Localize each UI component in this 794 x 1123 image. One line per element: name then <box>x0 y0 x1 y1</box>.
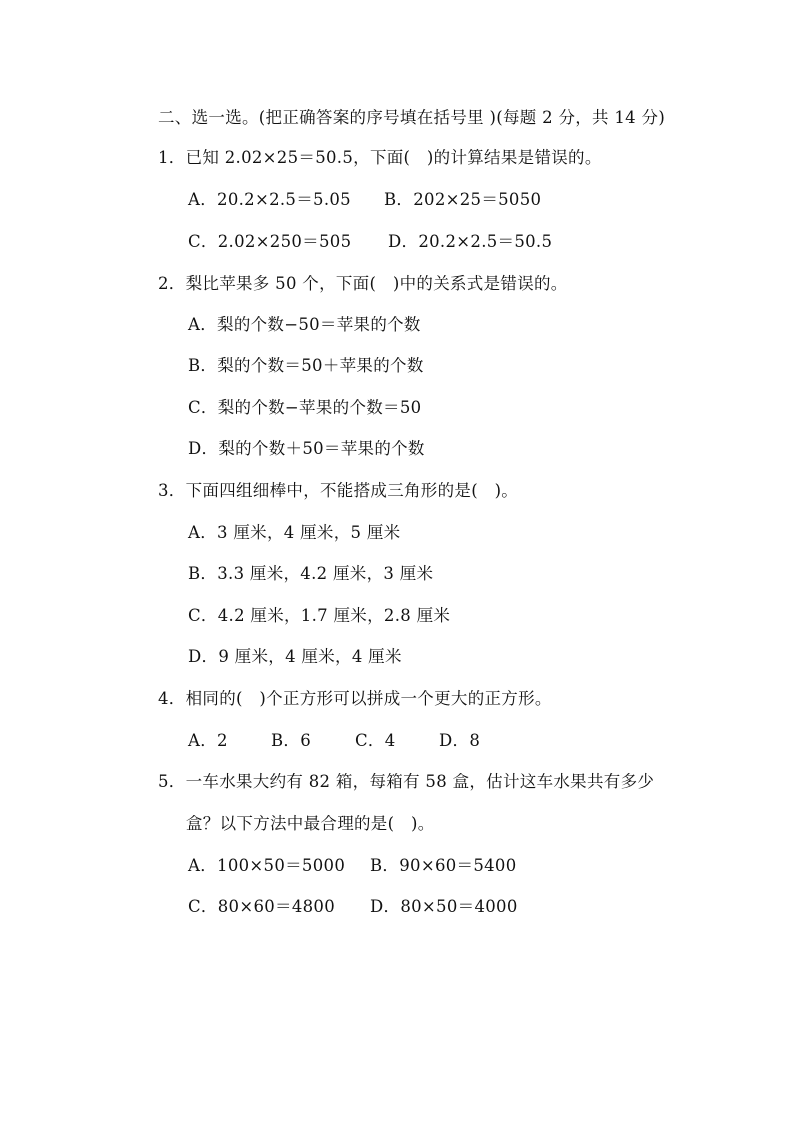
question-3-option-b: B．3.3 厘米，4.2 厘米，3 厘米 <box>188 564 434 583</box>
section-title: 二、选一选。(把正确答案的序号填在括号里 )(每题 2 分，共 14 分) <box>158 108 666 127</box>
question-4-option-c: C．4 <box>355 731 396 750</box>
question-2-option-a: A．梨的个数−50＝苹果的个数 <box>188 315 421 334</box>
question-5-option-b: B．90×60＝5400 <box>370 856 517 875</box>
question-1-option-a: A．20.2×2.5＝5.05 <box>188 190 351 209</box>
question-3-option-a: A．3 厘米，4 厘米，5 厘米 <box>188 523 401 542</box>
question-4-option-a: A．2 <box>188 731 228 750</box>
question-2-stem: 2．梨比苹果多 50 个，下面( )中的关系式是错误的。 <box>158 274 568 293</box>
question-3-option-c: C．4.2 厘米，1.7 厘米，2.8 厘米 <box>188 606 451 625</box>
question-1-stem: 1．已知 2.02×25＝50.5，下面( )的计算结果是错误的。 <box>158 148 602 167</box>
question-5-stem-line-2: 盒？以下方法中最合理的是( )。 <box>186 814 435 833</box>
question-1-option-c: C．2.02×250＝505 <box>188 232 352 251</box>
question-5-stem-line-1: 5．一车水果大约有 82 箱，每箱有 58 盒，估计这车水果共有多少 <box>158 772 655 791</box>
question-2-option-c: C．梨的个数−苹果的个数＝50 <box>188 398 422 417</box>
question-1-option-b: B．202×25＝5050 <box>384 190 542 209</box>
question-4-stem: 4．相同的( )个正方形可以拼成一个更大的正方形。 <box>158 689 552 708</box>
question-4-option-d: D．8 <box>439 731 481 750</box>
question-5-option-a: A．100×50＝5000 <box>188 856 346 875</box>
question-3-stem: 3．下面四组细棒中，不能搭成三角形的是( )。 <box>158 481 519 500</box>
question-2-option-d: D．梨的个数＋50＝苹果的个数 <box>188 439 425 458</box>
question-5-option-c: C．80×60＝4800 <box>188 897 336 916</box>
question-1-option-d: D．20.2×2.5＝50.5 <box>388 232 553 251</box>
question-2-option-b: B．梨的个数＝50＋苹果的个数 <box>188 356 424 375</box>
question-4-option-b: B．6 <box>271 731 312 750</box>
question-5-option-d: D．80×50＝4000 <box>370 897 518 916</box>
question-3-option-d: D．9 厘米，4 厘米，4 厘米 <box>188 647 402 666</box>
